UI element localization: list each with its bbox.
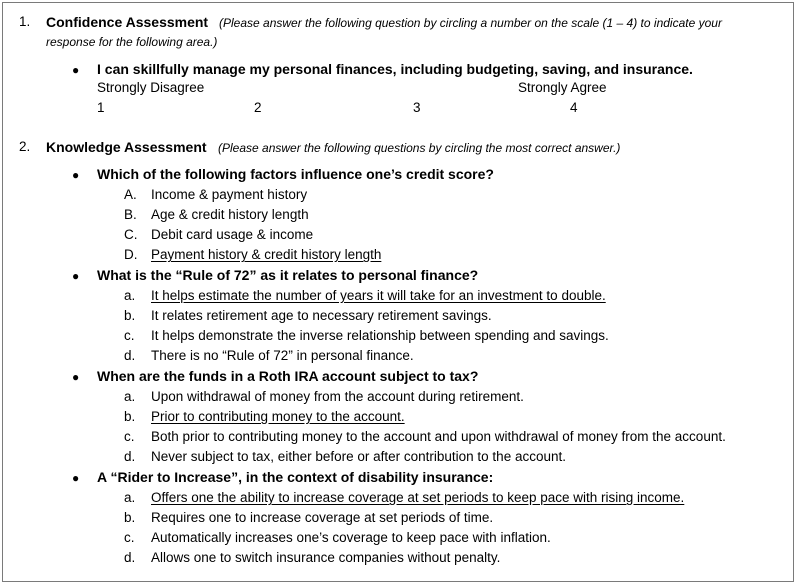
section-2-title: Knowledge Assessment: [46, 139, 207, 155]
bullet-icon: ●: [72, 370, 80, 384]
q2-option-a-letter: a.: [124, 288, 136, 303]
section-1-number: 1.: [19, 14, 31, 29]
q4-option-a-letter: a.: [124, 490, 136, 505]
q2-option-d-letter: d.: [124, 348, 136, 363]
q1-option-b-letter: B.: [124, 207, 137, 222]
section-1-title: Confidence Assessment: [46, 14, 209, 30]
scale-point-1[interactable]: 1: [97, 100, 105, 115]
confidence-statement: I can skillfully manage my personal finances, including budgeting, saving, and insurance.: [97, 61, 693, 77]
q1-option-c-letter: C.: [124, 227, 138, 242]
bullet-icon: ●: [72, 168, 80, 182]
q4-option-d-letter: d.: [124, 550, 136, 565]
q1-option-d-marked[interactable]: Payment history & credit history length: [151, 247, 382, 262]
q4-option-d[interactable]: Allows one to switch insurance companies without penalty.: [151, 550, 501, 565]
scale-point-3[interactable]: 3: [413, 100, 421, 115]
q4-option-b-letter: b.: [124, 510, 136, 525]
section-2-number: 2.: [19, 139, 31, 154]
q1-option-a-letter: A.: [124, 187, 137, 202]
question-1-text: Which of the following factors influence one’s credit score?: [97, 166, 494, 182]
scale-low-label: Strongly Disagree: [97, 80, 205, 95]
scale-high-label: Strongly Agree: [518, 80, 607, 95]
q3-option-a-letter: a.: [124, 389, 136, 404]
scale-point-4[interactable]: 4: [570, 100, 578, 115]
section-1-note-line2: response for the following area.): [46, 35, 218, 49]
q3-option-d-letter: d.: [124, 449, 136, 464]
question-3-text: When are the funds in a Roth IRA account subject to tax?: [97, 368, 479, 384]
q2-option-b[interactable]: It relates retirement age to necessary retirement savings.: [151, 308, 492, 323]
q2-option-c-letter: c.: [124, 328, 135, 343]
q3-option-c-letter: c.: [124, 429, 135, 444]
question-4-text: A “Rider to Increase”, in the context of disability insurance:: [97, 469, 494, 485]
q4-option-a-marked[interactable]: Offers one the ability to increase coverage at set periods to keep pace with rising income.: [151, 490, 685, 505]
section-2-note: (Please answer the following questions by circling the most correct answer.): [218, 141, 621, 155]
q3-option-a[interactable]: Upon withdrawal of money from the account during retirement.: [151, 389, 524, 404]
q3-option-b-marked[interactable]: Prior to contributing money to the account.: [151, 409, 405, 424]
section-1-note-line1: (Please answer the following question by circling a number on the scale (1 – 4) to indicate your: [219, 16, 722, 30]
q1-option-a[interactable]: Income & payment history: [151, 187, 308, 202]
q2-option-b-letter: b.: [124, 308, 136, 323]
scale-point-2[interactable]: 2: [254, 100, 262, 115]
question-2-text: What is the “Rule of 72” as it relates to personal finance?: [97, 267, 479, 283]
q4-option-c[interactable]: Automatically increases one’s coverage to keep pace with inflation.: [151, 530, 551, 545]
q2-option-d[interactable]: There is no “Rule of 72” in personal finance.: [151, 348, 414, 363]
q3-option-b-letter: b.: [124, 409, 136, 424]
q1-option-c[interactable]: Debit card usage & income: [151, 227, 314, 242]
bullet-icon: ●: [72, 471, 80, 485]
q2-option-a-marked[interactable]: It helps estimate the number of years it will take for an investment to double.: [151, 288, 606, 303]
q3-option-d[interactable]: Never subject to tax, either before or after contribution to the account.: [151, 449, 566, 464]
bullet-icon: ●: [72, 63, 80, 77]
bullet-icon: ●: [72, 269, 80, 283]
q1-option-d-letter: D.: [124, 247, 138, 262]
q4-option-c-letter: c.: [124, 530, 135, 545]
q1-option-b[interactable]: Age & credit history length: [151, 207, 309, 222]
q4-option-b[interactable]: Requires one to increase coverage at set periods of time.: [151, 510, 494, 525]
q3-option-c[interactable]: Both prior to contributing money to the account and upon withdrawal of money from the account.: [151, 429, 726, 444]
q2-option-c[interactable]: It helps demonstrate the inverse relationship between spending and savings.: [151, 328, 609, 343]
